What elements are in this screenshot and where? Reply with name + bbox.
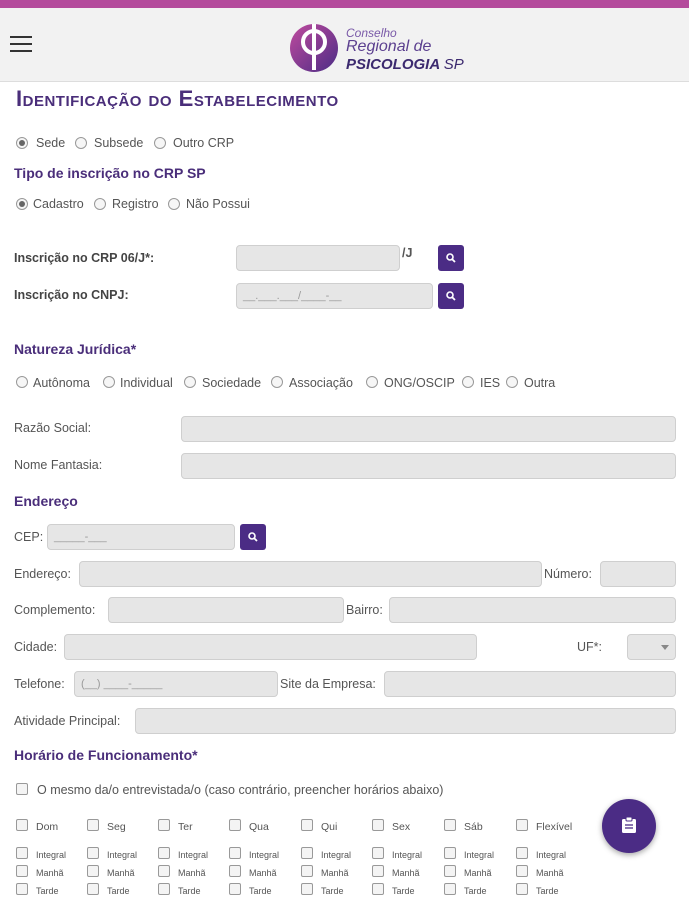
cep-input[interactable]: _____-___ bbox=[47, 524, 235, 550]
slot-label-integral: Integral bbox=[392, 850, 423, 860]
day-label-seg: Seg bbox=[107, 821, 126, 833]
slot-label-tarde: Tarde bbox=[249, 886, 272, 896]
day-label-ter: Ter bbox=[178, 821, 193, 833]
slot-checkbox-tarde[interactable] bbox=[158, 883, 170, 895]
radio-nao-possui[interactable] bbox=[168, 198, 180, 210]
slot-checkbox-manha[interactable] bbox=[229, 865, 241, 877]
radio-ong-oscip[interactable] bbox=[366, 376, 378, 388]
app-header bbox=[0, 8, 689, 82]
radio-sede-label: Sede bbox=[36, 136, 66, 150]
slot-checkbox-manha[interactable] bbox=[444, 865, 456, 877]
day-label-flexivel: Flexível bbox=[536, 821, 573, 833]
slot-label-manha: Manhã bbox=[107, 868, 135, 878]
logo-mark-icon bbox=[286, 18, 344, 76]
radio-cadastro-label: Cadastro bbox=[33, 197, 84, 211]
slot-checkbox-tarde[interactable] bbox=[229, 883, 241, 895]
slot-label-manha: Manhã bbox=[392, 868, 420, 878]
radio-outro-crp-label: Outro CRP bbox=[173, 136, 235, 150]
radio-outra[interactable] bbox=[506, 376, 518, 388]
slot-label-tarde: Tarde bbox=[464, 886, 487, 896]
nome-fantasia-input[interactable] bbox=[181, 453, 676, 479]
radio-ies-label: IES bbox=[480, 376, 501, 390]
slot-label-tarde: Tarde bbox=[392, 886, 415, 896]
slot-label-manha: Manhã bbox=[178, 868, 206, 878]
radio-outra-label: Outra bbox=[524, 376, 556, 390]
slot-checkbox-tarde[interactable] bbox=[444, 883, 456, 895]
day-label-sab: Sáb bbox=[464, 821, 483, 833]
clipboard-icon bbox=[621, 816, 637, 834]
slot-label-tarde: Tarde bbox=[36, 886, 59, 896]
complemento-label: Complemento: bbox=[14, 603, 96, 617]
slot-label-manha: Manhã bbox=[36, 868, 64, 878]
slot-label-tarde: Tarde bbox=[107, 886, 130, 896]
bairro-label: Bairro: bbox=[346, 603, 383, 617]
horario-title: Horário de Funcionamento* bbox=[14, 747, 198, 763]
radio-cadastro[interactable] bbox=[16, 198, 28, 210]
day-checkbox-qua[interactable] bbox=[229, 819, 241, 831]
site-label: Site da Empresa: bbox=[280, 677, 376, 691]
slot-checkbox-manha[interactable] bbox=[516, 865, 528, 877]
slot-checkbox-integral[interactable] bbox=[372, 847, 384, 859]
day-checkbox-sex[interactable] bbox=[372, 819, 384, 831]
same-schedule-checkbox[interactable] bbox=[16, 783, 28, 795]
uf-select[interactable] bbox=[627, 634, 676, 660]
radio-subsede[interactable] bbox=[75, 137, 87, 149]
top-accent-bar bbox=[0, 0, 689, 8]
slot-checkbox-manha[interactable] bbox=[87, 865, 99, 877]
slot-label-tarde: Tarde bbox=[536, 886, 559, 896]
day-label-sex: Sex bbox=[392, 821, 411, 833]
slot-checkbox-tarde[interactable] bbox=[516, 883, 528, 895]
radio-outro-crp[interactable] bbox=[154, 137, 166, 149]
day-checkbox-qui[interactable] bbox=[301, 819, 313, 831]
slot-checkbox-manha[interactable] bbox=[158, 865, 170, 877]
site-input[interactable] bbox=[384, 671, 676, 697]
crp-search-button[interactable] bbox=[438, 245, 464, 271]
inscricao-cnpj-label: Inscrição no CNPJ: bbox=[14, 288, 129, 302]
slot-checkbox-integral[interactable] bbox=[16, 847, 28, 859]
day-label-qui: Qui bbox=[321, 821, 338, 833]
page-title: Identificação do Estabelecimento bbox=[16, 86, 339, 111]
search-icon bbox=[248, 532, 258, 542]
search-icon bbox=[446, 291, 456, 301]
slot-checkbox-integral[interactable] bbox=[444, 847, 456, 859]
radio-sociedade[interactable] bbox=[184, 376, 196, 388]
endereco-title: Endereço bbox=[14, 493, 78, 509]
radio-associacao[interactable] bbox=[271, 376, 283, 388]
cnpj-search-button[interactable] bbox=[438, 283, 464, 309]
slot-label-manha: Manhã bbox=[321, 868, 349, 878]
slot-label-integral: Integral bbox=[178, 850, 209, 860]
tipo-inscricao-title: Tipo de inscrição no CRP SP bbox=[14, 165, 206, 181]
slot-checkbox-tarde[interactable] bbox=[16, 883, 28, 895]
radio-associacao-label: Associação bbox=[289, 376, 353, 390]
slot-label-integral: Integral bbox=[107, 850, 138, 860]
menu-icon[interactable] bbox=[10, 36, 32, 52]
radio-autonoma-label: Autônoma bbox=[33, 376, 90, 390]
complemento-input[interactable] bbox=[108, 597, 344, 623]
slot-checkbox-integral[interactable] bbox=[158, 847, 170, 859]
slot-label-integral: Integral bbox=[464, 850, 495, 860]
chevron-down-icon bbox=[661, 645, 669, 650]
radio-nao-possui-label: Não Possui bbox=[186, 197, 250, 211]
logo-line-1: Conselho bbox=[346, 26, 397, 40]
telefone-input[interactable]: (__) ____-_____ bbox=[74, 671, 278, 697]
slot-checkbox-integral[interactable] bbox=[516, 847, 528, 859]
radio-registro-label: Registro bbox=[112, 197, 159, 211]
slot-checkbox-manha[interactable] bbox=[16, 865, 28, 877]
slot-label-tarde: Tarde bbox=[178, 886, 201, 896]
slot-label-tarde: Tarde bbox=[321, 886, 344, 896]
slot-label-manha: Manhã bbox=[536, 868, 564, 878]
inscricao-crp-input[interactable] bbox=[236, 245, 400, 271]
slot-checkbox-integral[interactable] bbox=[87, 847, 99, 859]
slot-checkbox-integral[interactable] bbox=[229, 847, 241, 859]
uf-label: UF*: bbox=[577, 640, 602, 654]
razao-social-input[interactable] bbox=[181, 416, 676, 442]
slot-label-manha: Manhã bbox=[464, 868, 492, 878]
cep-label: CEP: bbox=[14, 530, 44, 544]
nome-fantasia-label: Nome Fantasia: bbox=[14, 458, 103, 472]
atividade-input[interactable] bbox=[135, 708, 676, 734]
radio-subsede-label: Subsede bbox=[94, 136, 144, 150]
radio-individual-label: Individual bbox=[120, 376, 173, 390]
slot-checkbox-tarde[interactable] bbox=[87, 883, 99, 895]
day-label-dom: Dom bbox=[36, 821, 59, 833]
logo bbox=[286, 18, 466, 78]
slot-checkbox-tarde[interactable] bbox=[301, 883, 313, 895]
floating-action-button[interactable] bbox=[602, 799, 656, 853]
day-label-qua: Qua bbox=[249, 821, 269, 833]
day-checkbox-ter[interactable] bbox=[158, 819, 170, 831]
slot-label-integral: Integral bbox=[36, 850, 67, 860]
slot-checkbox-integral[interactable] bbox=[301, 847, 313, 859]
slot-label-integral: Integral bbox=[249, 850, 280, 860]
day-checkbox-flexivel[interactable] bbox=[516, 819, 528, 831]
bairro-input[interactable] bbox=[389, 597, 676, 623]
day-checkbox-seg[interactable] bbox=[87, 819, 99, 831]
slot-checkbox-tarde[interactable] bbox=[372, 883, 384, 895]
endereco-input[interactable] bbox=[79, 561, 542, 587]
radio-ong-oscip-label: ONG/OSCIP bbox=[384, 376, 455, 390]
natureza-title: Natureza Jurídica* bbox=[14, 341, 137, 357]
search-icon bbox=[446, 253, 456, 263]
cnpj-input[interactable]: __.___.___/____-__ bbox=[236, 283, 433, 309]
radio-sociedade-label: Sociedade bbox=[202, 376, 262, 390]
numero-input[interactable] bbox=[600, 561, 676, 587]
cidade-input[interactable] bbox=[64, 634, 477, 660]
slot-checkbox-manha[interactable] bbox=[372, 865, 384, 877]
radio-ies[interactable] bbox=[462, 376, 474, 388]
atividade-label: Atividade Principal: bbox=[14, 714, 121, 728]
inscricao-crp-suffix: /J bbox=[402, 246, 413, 260]
slot-label-integral: Integral bbox=[536, 850, 567, 860]
slot-label-manha: Manhã bbox=[249, 868, 277, 878]
day-checkbox-sab[interactable] bbox=[444, 819, 456, 831]
radio-individual[interactable] bbox=[103, 376, 115, 388]
endereco-label: Endereço: bbox=[14, 567, 71, 581]
radio-sede[interactable] bbox=[16, 137, 28, 149]
telefone-label: Telefone: bbox=[14, 677, 65, 691]
logo-line-3: PSICOLOGIA SP bbox=[346, 56, 464, 73]
logo-line-2: Regional de bbox=[346, 38, 432, 55]
cep-search-button[interactable] bbox=[240, 524, 266, 550]
inscricao-crp-label: Inscrição no CRP 06/J*: bbox=[14, 251, 155, 265]
cidade-label: Cidade: bbox=[14, 640, 58, 654]
numero-label: Número: bbox=[544, 567, 592, 581]
day-checkbox-dom[interactable] bbox=[16, 819, 28, 831]
razao-social-label: Razão Social: bbox=[14, 421, 92, 435]
radio-autonoma[interactable] bbox=[16, 376, 28, 388]
radio-registro[interactable] bbox=[94, 198, 106, 210]
slot-label-integral: Integral bbox=[321, 850, 352, 860]
slot-checkbox-manha[interactable] bbox=[301, 865, 313, 877]
same-schedule-label: O mesmo da/o entrevistada/o (caso contrário, preencher horários abaixo) bbox=[37, 783, 444, 797]
